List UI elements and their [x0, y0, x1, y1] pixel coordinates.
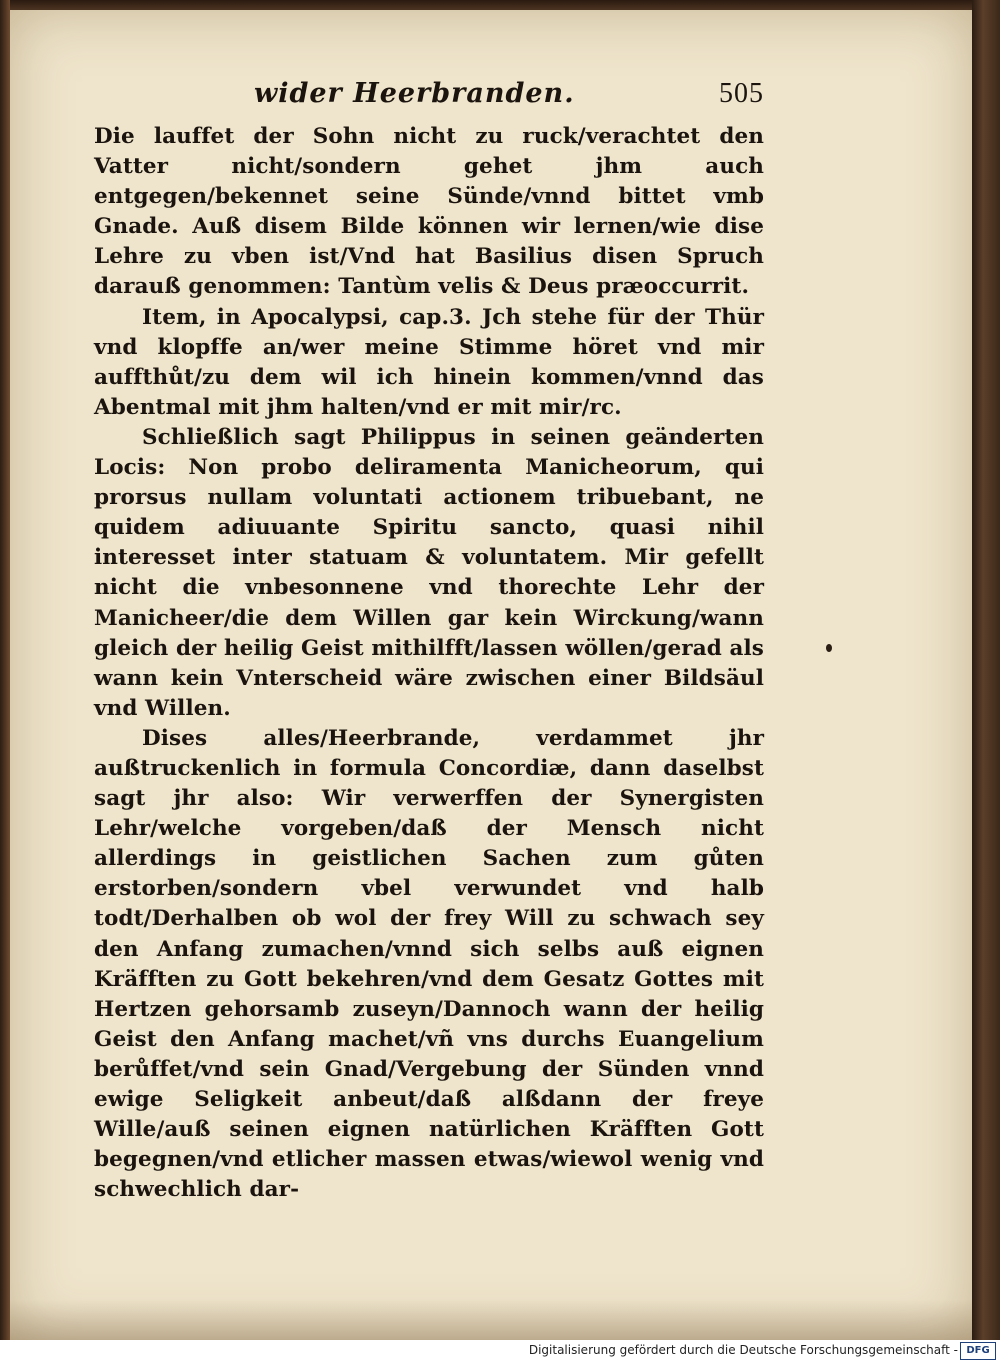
paragraph-4: Dises alles/Heerbrande, verdammet jhr außtruckenlich in formula Concordiæ, dann daselbst sagt jhr also: Wir verwerffen der Synergisten Lehr/welche vorgeben/daß der Mensch nicht allerdings in geistlichen Sachen zum gůten erstorben/sondern vbel verwundet vnd halb todt/Derhalben ob wol der frey Will zu schwach sey den Anfang zumachen/vnnd sich selbs auß eignen Kräfften zu Gott bekehren/vnd dem Gesatz Gottes mit Hertzen gehorsamb zuseyn/Dannoch wann der heilig Geist den Anfang machet/vñ vns durchs Euangelium berůffet/vnd sein Gnad/Vergebung der Sünden vnnd ewige Seligkeit anbeut/daß alßdann der freye Wille/auß seinen eignen natürlichen Kräfften Gott begegnen/vnd etlicher massen etwas/wiewol wenig vnd schwechlich dar- — [94, 725, 764, 1203]
text-block — [94, 70, 764, 1205]
binding-edge-right — [972, 0, 1000, 1340]
binding-edge-left — [0, 0, 10, 1340]
running-title: wider Heerbranden. — [254, 78, 575, 109]
dfg-logo-icon: DFG — [960, 1342, 996, 1360]
footer-bar — [0, 1340, 1000, 1361]
paragraph-2: Item, in Apocalypsi, cap.3. Jch stehe für der Thür vnd klopffe an/wer meine Stimme höret vnd mir auffthůt/zu dem wil ich hinein kommen/vnnd das Abentmal mit jhm halten/vnd er mit mir/rc. — [94, 304, 764, 420]
page-number: 505 — [719, 78, 764, 109]
paragraph-1: Die lauffet der Sohn nicht zu ruck/verachtet den Vatter nicht/sondern gehet jhm auch entgegen/bekennet seine Sünde/vnnd bittet vmb Gnade. Auß disem Bilde können wir lernen/wie dise Lehre zu vben ist/Vnd hat Basilius disen Spruch darauß genommen: Tantùm velis & Deus præoccurrit. — [94, 124, 764, 300]
running-head — [94, 70, 764, 122]
page-bottom-shadow — [10, 1300, 972, 1340]
footer-credit: Digitalisierung gefördert durch die Deutsche Forschungsgemeinschaft - — [528, 1343, 958, 1357]
paragraph-3: Schließlich sagt Philippus in seinen geänderten Locis: Non probo deliramenta Manicheorum, qui prorsus nullam voluntati actionem tribuebant, ne quidem adiuuante Spiritu sancto, quasi nihil interesset inter statuam & voluntatem. Mir gefellt nicht die vnbesonnene vnd thorechte Lehr der Manicheer/die dem Willen gar kein Wirckung/wann gleich der heilig Geist mithilfft/lassen wöllen/gerad als wann kein Vnterscheid wäre zwischen einer Bildsäul vnd Willen. — [94, 424, 764, 721]
ink-speck — [826, 644, 832, 652]
